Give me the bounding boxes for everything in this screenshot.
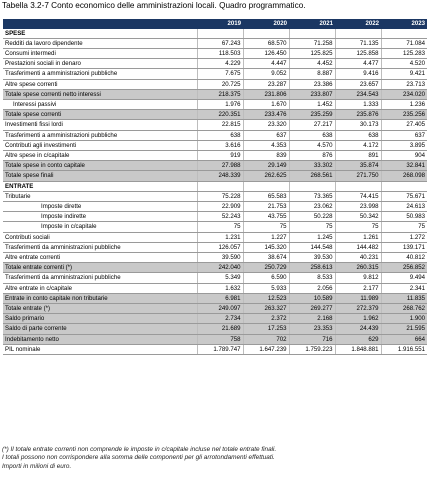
value-cell-2019: 27.988: [197, 161, 243, 171]
value-cell-2019: 242.040: [197, 263, 243, 273]
table-row: [3, 191, 427, 201]
table-row: [3, 324, 427, 334]
value-cell-2019: 7.675: [197, 69, 243, 79]
value-cell-2021: 235.259: [289, 110, 335, 120]
value-cell-2023: 23.713: [381, 79, 427, 89]
value-cell-2020: 65.583: [243, 191, 289, 201]
value-cell-2021: 23.353: [289, 324, 335, 334]
header-blank-cell: [3, 19, 197, 29]
row-label: Contributi sociali: [3, 232, 197, 242]
value-cell-2022: 74.415: [335, 191, 381, 201]
note-line: (*) Il totale entrate correnti non comprende le imposte in c/capitale incluse nel totale entrate finali.: [2, 446, 277, 453]
table-row: [3, 232, 427, 242]
table-row: [3, 130, 427, 140]
value-cell-2023: 9.494: [381, 273, 427, 283]
table-row: [3, 283, 427, 293]
value-cell-2019: 1.632: [197, 283, 243, 293]
row-label: Totale spese correnti: [3, 110, 197, 120]
value-cell-2020: 21.753: [243, 201, 289, 211]
row-label: Investimenti fissi lordi: [3, 120, 197, 130]
table-row: [3, 79, 427, 89]
table-row: [3, 344, 427, 354]
value-cell-2019: 1.789.747: [197, 344, 243, 354]
value-cell-2022: 1.848.881: [335, 344, 381, 354]
value-cell-2021: 233.807: [289, 89, 335, 99]
value-cell-2020: 262.625: [243, 171, 289, 181]
section-header-row: [3, 29, 427, 39]
value-cell-2021: 4.570: [289, 140, 335, 150]
table-row: [3, 242, 427, 252]
value-cell-2021: 8.887: [289, 69, 335, 79]
value-cell-2019: 638: [197, 130, 243, 140]
note-line: I totali possono non corrispondere alla somma delle componenti per gli arrotondamenti effettuati.: [2, 454, 275, 462]
table-row: [3, 293, 427, 303]
year-header-row: [3, 19, 427, 29]
row-label: ENTRATE: [3, 181, 197, 191]
value-cell-2021: 8.533: [289, 273, 335, 283]
value-cell-2022: 4.477: [335, 59, 381, 69]
row-label: Totale spese in conto capitale: [3, 161, 197, 171]
table-row: [3, 99, 427, 109]
value-cell-2023: 904: [381, 150, 427, 160]
value-cell-2023: 125.283: [381, 48, 427, 58]
value-cell-2019: 52.243: [197, 212, 243, 222]
row-label: Saldo di parte corrente: [3, 324, 197, 334]
value-cell-2020: 38.674: [243, 252, 289, 262]
table-row: [3, 201, 427, 211]
table-row: [3, 89, 427, 99]
value-cell-2021: 75: [289, 222, 335, 232]
value-cell-2021: 10.589: [289, 293, 335, 303]
value-cell-2022: 260.315: [335, 263, 381, 273]
value-cell-2022: 638: [335, 130, 381, 140]
value-cell-2020: 702: [243, 334, 289, 344]
value-cell-2022: 75: [335, 222, 381, 232]
value-cell-2022: 272.379: [335, 303, 381, 313]
value-cell-2020: 9.052: [243, 69, 289, 79]
row-label: Interessi passivi: [3, 99, 197, 109]
value-cell-2023: 1.236: [381, 99, 427, 109]
value-cell-2023: [381, 29, 427, 39]
value-cell-2022: 9.416: [335, 69, 381, 79]
value-cell-2023: 256.852: [381, 263, 427, 273]
value-cell-2022: 9.812: [335, 273, 381, 283]
row-label: Indebitamento netto: [3, 334, 197, 344]
value-cell-2020: 839: [243, 150, 289, 160]
section-header-row: [3, 181, 427, 191]
value-cell-2022: 24.439: [335, 324, 381, 334]
table-row: [3, 171, 427, 181]
table-row: [3, 69, 427, 79]
table-row: [3, 140, 427, 150]
value-cell-2020: 4.353: [243, 140, 289, 150]
row-label: Trasferimenti da amministrazioni pubbliche: [3, 273, 197, 283]
value-cell-2021: 2.056: [289, 283, 335, 293]
value-cell-2021: 716: [289, 334, 335, 344]
year-header-2021: 2021: [289, 19, 335, 29]
value-cell-2020: 231.806: [243, 89, 289, 99]
value-cell-2021: 23.062: [289, 201, 335, 211]
table-row: [3, 48, 427, 58]
table-row: [3, 59, 427, 69]
value-cell-2020: [243, 29, 289, 39]
value-cell-2023: 75: [381, 222, 427, 232]
value-cell-2022: 891: [335, 150, 381, 160]
value-cell-2021: 258.613: [289, 263, 335, 273]
value-cell-2021: 27.217: [289, 120, 335, 130]
table-row: [3, 212, 427, 222]
value-cell-2022: 40.231: [335, 252, 381, 262]
row-label: Entrate in conto capitale non tributarie: [3, 293, 197, 303]
row-label: Imposte indirette: [3, 212, 197, 222]
economic-account-table: [3, 19, 427, 355]
value-cell-2019: 919: [197, 150, 243, 160]
year-header-2022: 2022: [335, 19, 381, 29]
value-cell-2022: 144.482: [335, 242, 381, 252]
row-label: Trasferimenti a amministrazioni pubbliche: [3, 130, 197, 140]
value-cell-2019: [197, 181, 243, 191]
value-cell-2021: 876: [289, 150, 335, 160]
value-cell-2023: 139.171: [381, 242, 427, 252]
value-cell-2021: 50.228: [289, 212, 335, 222]
value-cell-2020: 4.447: [243, 59, 289, 69]
value-cell-2021: 39.530: [289, 252, 335, 262]
row-label: Altre spese in c/capitale: [3, 150, 197, 160]
value-cell-2020: 29.149: [243, 161, 289, 171]
row-label: Redditi da lavoro dipendente: [3, 38, 197, 48]
value-cell-2021: 33.302: [289, 161, 335, 171]
value-cell-2020: 1.670: [243, 99, 289, 109]
value-cell-2019: 22.909: [197, 201, 243, 211]
value-cell-2023: 75.671: [381, 191, 427, 201]
value-cell-2020: 23.287: [243, 79, 289, 89]
table-row: [3, 120, 427, 130]
value-cell-2022: 1.962: [335, 314, 381, 324]
value-cell-2023: 235.256: [381, 110, 427, 120]
value-cell-2022: 234.543: [335, 89, 381, 99]
value-cell-2020: 126.450: [243, 48, 289, 58]
value-cell-2021: 23.386: [289, 79, 335, 89]
value-cell-2023: 32.841: [381, 161, 427, 171]
row-label: Trasferimenti a amministrazioni pubbliche: [3, 69, 197, 79]
value-cell-2019: 75: [197, 222, 243, 232]
value-cell-2022: 1.333: [335, 99, 381, 109]
row-label: Imposte dirette: [3, 201, 197, 211]
value-cell-2022: 30.173: [335, 120, 381, 130]
value-cell-2023: 9.421: [381, 69, 427, 79]
value-cell-2019: 20.725: [197, 79, 243, 89]
table-row: [3, 150, 427, 160]
value-cell-2020: [243, 181, 289, 191]
value-cell-2021: 144.548: [289, 242, 335, 252]
value-cell-2019: 126.057: [197, 242, 243, 252]
row-label: SPESE: [3, 29, 197, 39]
year-header-2019: 2019: [197, 19, 243, 29]
table-title: Tabella 3.2-7 Conto economico delle amministrazioni locali. Quadro programmatico.: [2, 1, 306, 10]
value-cell-2021: 269.277: [289, 303, 335, 313]
value-cell-2020: 145.320: [243, 242, 289, 252]
row-label: Totale entrate (*): [3, 303, 197, 313]
value-cell-2022: 23.657: [335, 79, 381, 89]
table-row: [3, 334, 427, 344]
value-cell-2023: 664: [381, 334, 427, 344]
value-cell-2021: [289, 29, 335, 39]
value-cell-2020: 1.227: [243, 232, 289, 242]
value-cell-2020: 23.320: [243, 120, 289, 130]
value-cell-2020: 263.327: [243, 303, 289, 313]
value-cell-2020: 233.476: [243, 110, 289, 120]
value-cell-2022: [335, 29, 381, 39]
table-row: [3, 38, 427, 48]
value-cell-2020: 5.933: [243, 283, 289, 293]
table-row: [3, 303, 427, 313]
value-cell-2023: 21.595: [381, 324, 427, 334]
value-cell-2022: 35.874: [335, 161, 381, 171]
value-cell-2020: 17.253: [243, 324, 289, 334]
value-cell-2023: 27.405: [381, 120, 427, 130]
value-cell-2019: 220.351: [197, 110, 243, 120]
note-line: Importi in milioni di euro.: [2, 462, 72, 470]
year-header-2020: 2020: [243, 19, 289, 29]
value-cell-2020: 75: [243, 222, 289, 232]
row-label: PIL nominale: [3, 344, 197, 354]
value-cell-2023: 637: [381, 130, 427, 140]
value-cell-2023: 1.272: [381, 232, 427, 242]
value-cell-2019: 249.097: [197, 303, 243, 313]
value-cell-2021: 268.561: [289, 171, 335, 181]
value-cell-2019: 118.503: [197, 48, 243, 58]
row-label: Contributi agli investimenti: [3, 140, 197, 150]
value-cell-2021: 1.452: [289, 99, 335, 109]
value-cell-2019: 2.734: [197, 314, 243, 324]
value-cell-2020: 2.372: [243, 314, 289, 324]
value-cell-2021: 71.258: [289, 38, 335, 48]
value-cell-2020: 6.590: [243, 273, 289, 283]
table-row: [3, 252, 427, 262]
value-cell-2019: 3.616: [197, 140, 243, 150]
value-cell-2023: 2.341: [381, 283, 427, 293]
value-cell-2023: 24.613: [381, 201, 427, 211]
value-cell-2020: 43.755: [243, 212, 289, 222]
value-cell-2020: 637: [243, 130, 289, 140]
row-label: Totale spese finali: [3, 171, 197, 181]
value-cell-2019: 5.349: [197, 273, 243, 283]
value-cell-2023: 234.020: [381, 89, 427, 99]
value-cell-2020: 68.570: [243, 38, 289, 48]
value-cell-2023: 268.762: [381, 303, 427, 313]
value-cell-2019: 758: [197, 334, 243, 344]
value-cell-2023: 11.835: [381, 293, 427, 303]
value-cell-2022: 2.177: [335, 283, 381, 293]
value-cell-2022: 235.876: [335, 110, 381, 120]
table-row: [3, 161, 427, 171]
value-cell-2022: 271.750: [335, 171, 381, 181]
value-cell-2021: 1.245: [289, 232, 335, 242]
value-cell-2019: 67.243: [197, 38, 243, 48]
row-label: Altre entrate in c/capitale: [3, 283, 197, 293]
table-body: [3, 29, 427, 355]
value-cell-2019: 218.375: [197, 89, 243, 99]
row-label: Consumi intermedi: [3, 48, 197, 58]
value-cell-2021: 638: [289, 130, 335, 140]
value-cell-2023: 268.098: [381, 171, 427, 181]
value-cell-2021: 1.759.223: [289, 344, 335, 354]
table-row: [3, 273, 427, 283]
value-cell-2019: 4.229: [197, 59, 243, 69]
row-label: Trasferimenti da amministrazioni pubbliche: [3, 242, 197, 252]
value-cell-2022: 71.135: [335, 38, 381, 48]
value-cell-2019: 248.339: [197, 171, 243, 181]
row-label: Tributarie: [3, 191, 197, 201]
value-cell-2022: 11.989: [335, 293, 381, 303]
value-cell-2022: [335, 181, 381, 191]
value-cell-2019: 6.981: [197, 293, 243, 303]
row-label: Imposte in c/capitale: [3, 222, 197, 232]
value-cell-2022: 50.342: [335, 212, 381, 222]
value-cell-2023: 71.084: [381, 38, 427, 48]
year-header-2023: 2023: [381, 19, 427, 29]
value-cell-2021: 125.825: [289, 48, 335, 58]
value-cell-2019: 39.590: [197, 252, 243, 262]
value-cell-2020: 250.729: [243, 263, 289, 273]
value-cell-2023: 50.983: [381, 212, 427, 222]
value-cell-2023: 40.812: [381, 252, 427, 262]
table-row: [3, 314, 427, 324]
row-label: Totale spese correnti netto interessi: [3, 89, 197, 99]
value-cell-2021: 2.168: [289, 314, 335, 324]
row-label: Altre spese correnti: [3, 79, 197, 89]
value-cell-2021: [289, 181, 335, 191]
value-cell-2019: 1.231: [197, 232, 243, 242]
table-row: [3, 222, 427, 232]
table-notes: [2, 446, 276, 471]
value-cell-2019: 22.815: [197, 120, 243, 130]
value-cell-2019: 75.228: [197, 191, 243, 201]
row-label: Prestazioni sociali in denaro: [3, 59, 197, 69]
value-cell-2023: 1.900: [381, 314, 427, 324]
value-cell-2022: 4.172: [335, 140, 381, 150]
value-cell-2022: 629: [335, 334, 381, 344]
value-cell-2019: 1.976: [197, 99, 243, 109]
table-row: [3, 110, 427, 120]
value-cell-2021: 73.365: [289, 191, 335, 201]
value-cell-2023: 4.520: [381, 59, 427, 69]
value-cell-2022: 125.858: [335, 48, 381, 58]
value-cell-2023: 1.916.551: [381, 344, 427, 354]
value-cell-2020: 1.647.239: [243, 344, 289, 354]
value-cell-2022: 23.998: [335, 201, 381, 211]
value-cell-2019: [197, 29, 243, 39]
table-row: [3, 263, 427, 273]
value-cell-2020: 12.523: [243, 293, 289, 303]
row-label: Totale entrate correnti (*): [3, 263, 197, 273]
value-cell-2023: 3.895: [381, 140, 427, 150]
value-cell-2019: 21.689: [197, 324, 243, 334]
value-cell-2022: 1.261: [335, 232, 381, 242]
row-label: Altre entrate correnti: [3, 252, 197, 262]
value-cell-2023: [381, 181, 427, 191]
value-cell-2021: 4.452: [289, 59, 335, 69]
row-label: Saldo primario: [3, 314, 197, 324]
